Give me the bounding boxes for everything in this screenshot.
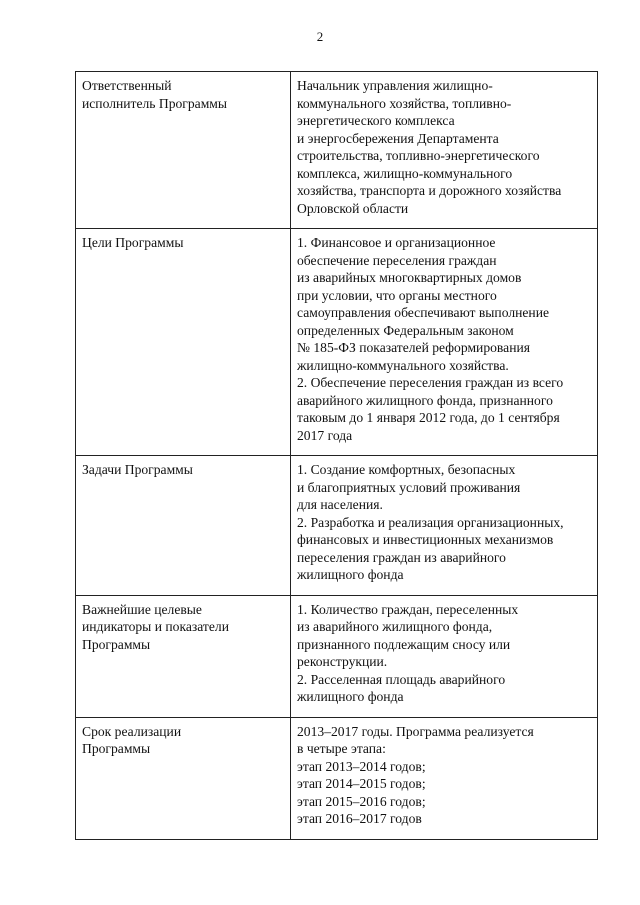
row-value-line: и энергосбережения Департамента	[297, 130, 499, 146]
row-value-line: из аварийного жилищного фонда,	[297, 619, 493, 634]
row-label-line: Задачи Программы	[82, 462, 193, 477]
row-value-line: жилищно-коммунального хозяйства.	[297, 357, 509, 373]
row-value-line: 2017 года	[297, 427, 353, 443]
row-value-line: 2. Обеспечение переселения граждан из всего	[297, 375, 564, 390]
row-label-line: исполнитель Программы	[82, 95, 228, 111]
row-value-line: из аварийных многоквартирных домов	[297, 270, 522, 285]
row-value-cell	[291, 72, 598, 229]
row-value-line: в четыре этапа:	[297, 741, 386, 756]
row-value-line: № 185-ФЗ показателей реформирования	[297, 340, 530, 355]
row-value-line: 1. Создание комфортных, безопасных	[297, 462, 516, 477]
row-value-line: таковым до 1 января 2012 года, до 1 сентября	[297, 410, 560, 425]
row-value-line: комплекса, жилищно-коммунального	[297, 165, 513, 181]
row-value-line: 1. Финансовое и организационное	[297, 235, 496, 250]
row-value-line: определенных Федеральным законом	[297, 322, 514, 338]
row-value-line: этап 2016–2017 годов	[297, 811, 422, 826]
row-value-line: жилищного фонда	[297, 567, 404, 582]
table-row-program-goals	[76, 229, 598, 456]
row-value-line: 1. Количество граждан, переселенных	[297, 601, 519, 617]
row-value-line: финансовых и инвестиционных механизмов	[297, 532, 554, 547]
row-value-line: для населения.	[297, 497, 383, 512]
row-value-cell	[291, 717, 598, 839]
row-label-line: Ответственный	[82, 78, 172, 93]
table-row-implementation-period	[76, 717, 598, 839]
row-label-cell	[76, 595, 291, 717]
row-label-line: индикаторы и показатели	[82, 619, 229, 634]
row-value-line: самоуправления обеспечивают выполнение	[297, 305, 550, 320]
row-value-line: реконструкции.	[297, 654, 388, 669]
row-value-line: этап 2013–2014 годов;	[297, 758, 426, 774]
table-row-responsible-executor	[76, 72, 598, 229]
row-value-line: коммунального хозяйства, топливно-	[297, 95, 512, 111]
row-label-cell	[76, 72, 291, 229]
row-value-line: признанного подлежащим сносу или	[297, 636, 511, 652]
row-value-line: Орловской области	[297, 200, 409, 216]
row-value-line: энергетического комплекса	[297, 113, 455, 128]
page-number: 2	[316, 29, 324, 44]
row-value-line: 2013–2017 годы. Программа реализуется	[297, 723, 534, 739]
row-value-cell	[291, 229, 598, 456]
row-value-line: аварийного жилищного фонда, признанного	[297, 392, 553, 408]
table-row-program-tasks	[76, 456, 598, 596]
row-label-line: Цели Программы	[82, 235, 184, 250]
row-value-line: строительства, топливно-энергетического	[297, 148, 540, 163]
row-value-line: Начальник управления жилищно-	[297, 78, 493, 93]
row-label-cell	[76, 456, 291, 596]
row-value-cell	[291, 456, 598, 596]
row-value-line: и благоприятных условий проживания	[297, 479, 521, 495]
row-label-line: Программы	[82, 741, 151, 756]
row-value-line: переселения граждан из аварийного	[297, 549, 506, 565]
table-row-target-indicators	[76, 595, 598, 717]
row-label-line: Программы	[82, 636, 151, 652]
row-value-line: 2. Расселенная площадь аварийного	[297, 671, 506, 687]
program-passport-table	[75, 71, 598, 840]
row-label-cell	[76, 717, 291, 839]
row-value-cell	[291, 595, 598, 717]
row-value-line: обеспечение переселения граждан	[297, 252, 497, 268]
row-label-cell	[76, 229, 291, 456]
row-value-line: жилищного фонда	[297, 689, 404, 704]
row-value-line: этап 2015–2016 годов;	[297, 793, 426, 809]
row-value-line: 2. Разработка и реализация организационных,	[297, 514, 564, 530]
row-value-line: этап 2014–2015 годов;	[297, 776, 426, 791]
row-value-line: хозяйства, транспорта и дорожного хозяйства	[297, 183, 562, 198]
row-label-line: Срок реализации	[82, 723, 182, 739]
row-value-line: при условии, что органы местного	[297, 287, 497, 303]
row-label-line: Важнейшие целевые	[82, 601, 202, 617]
